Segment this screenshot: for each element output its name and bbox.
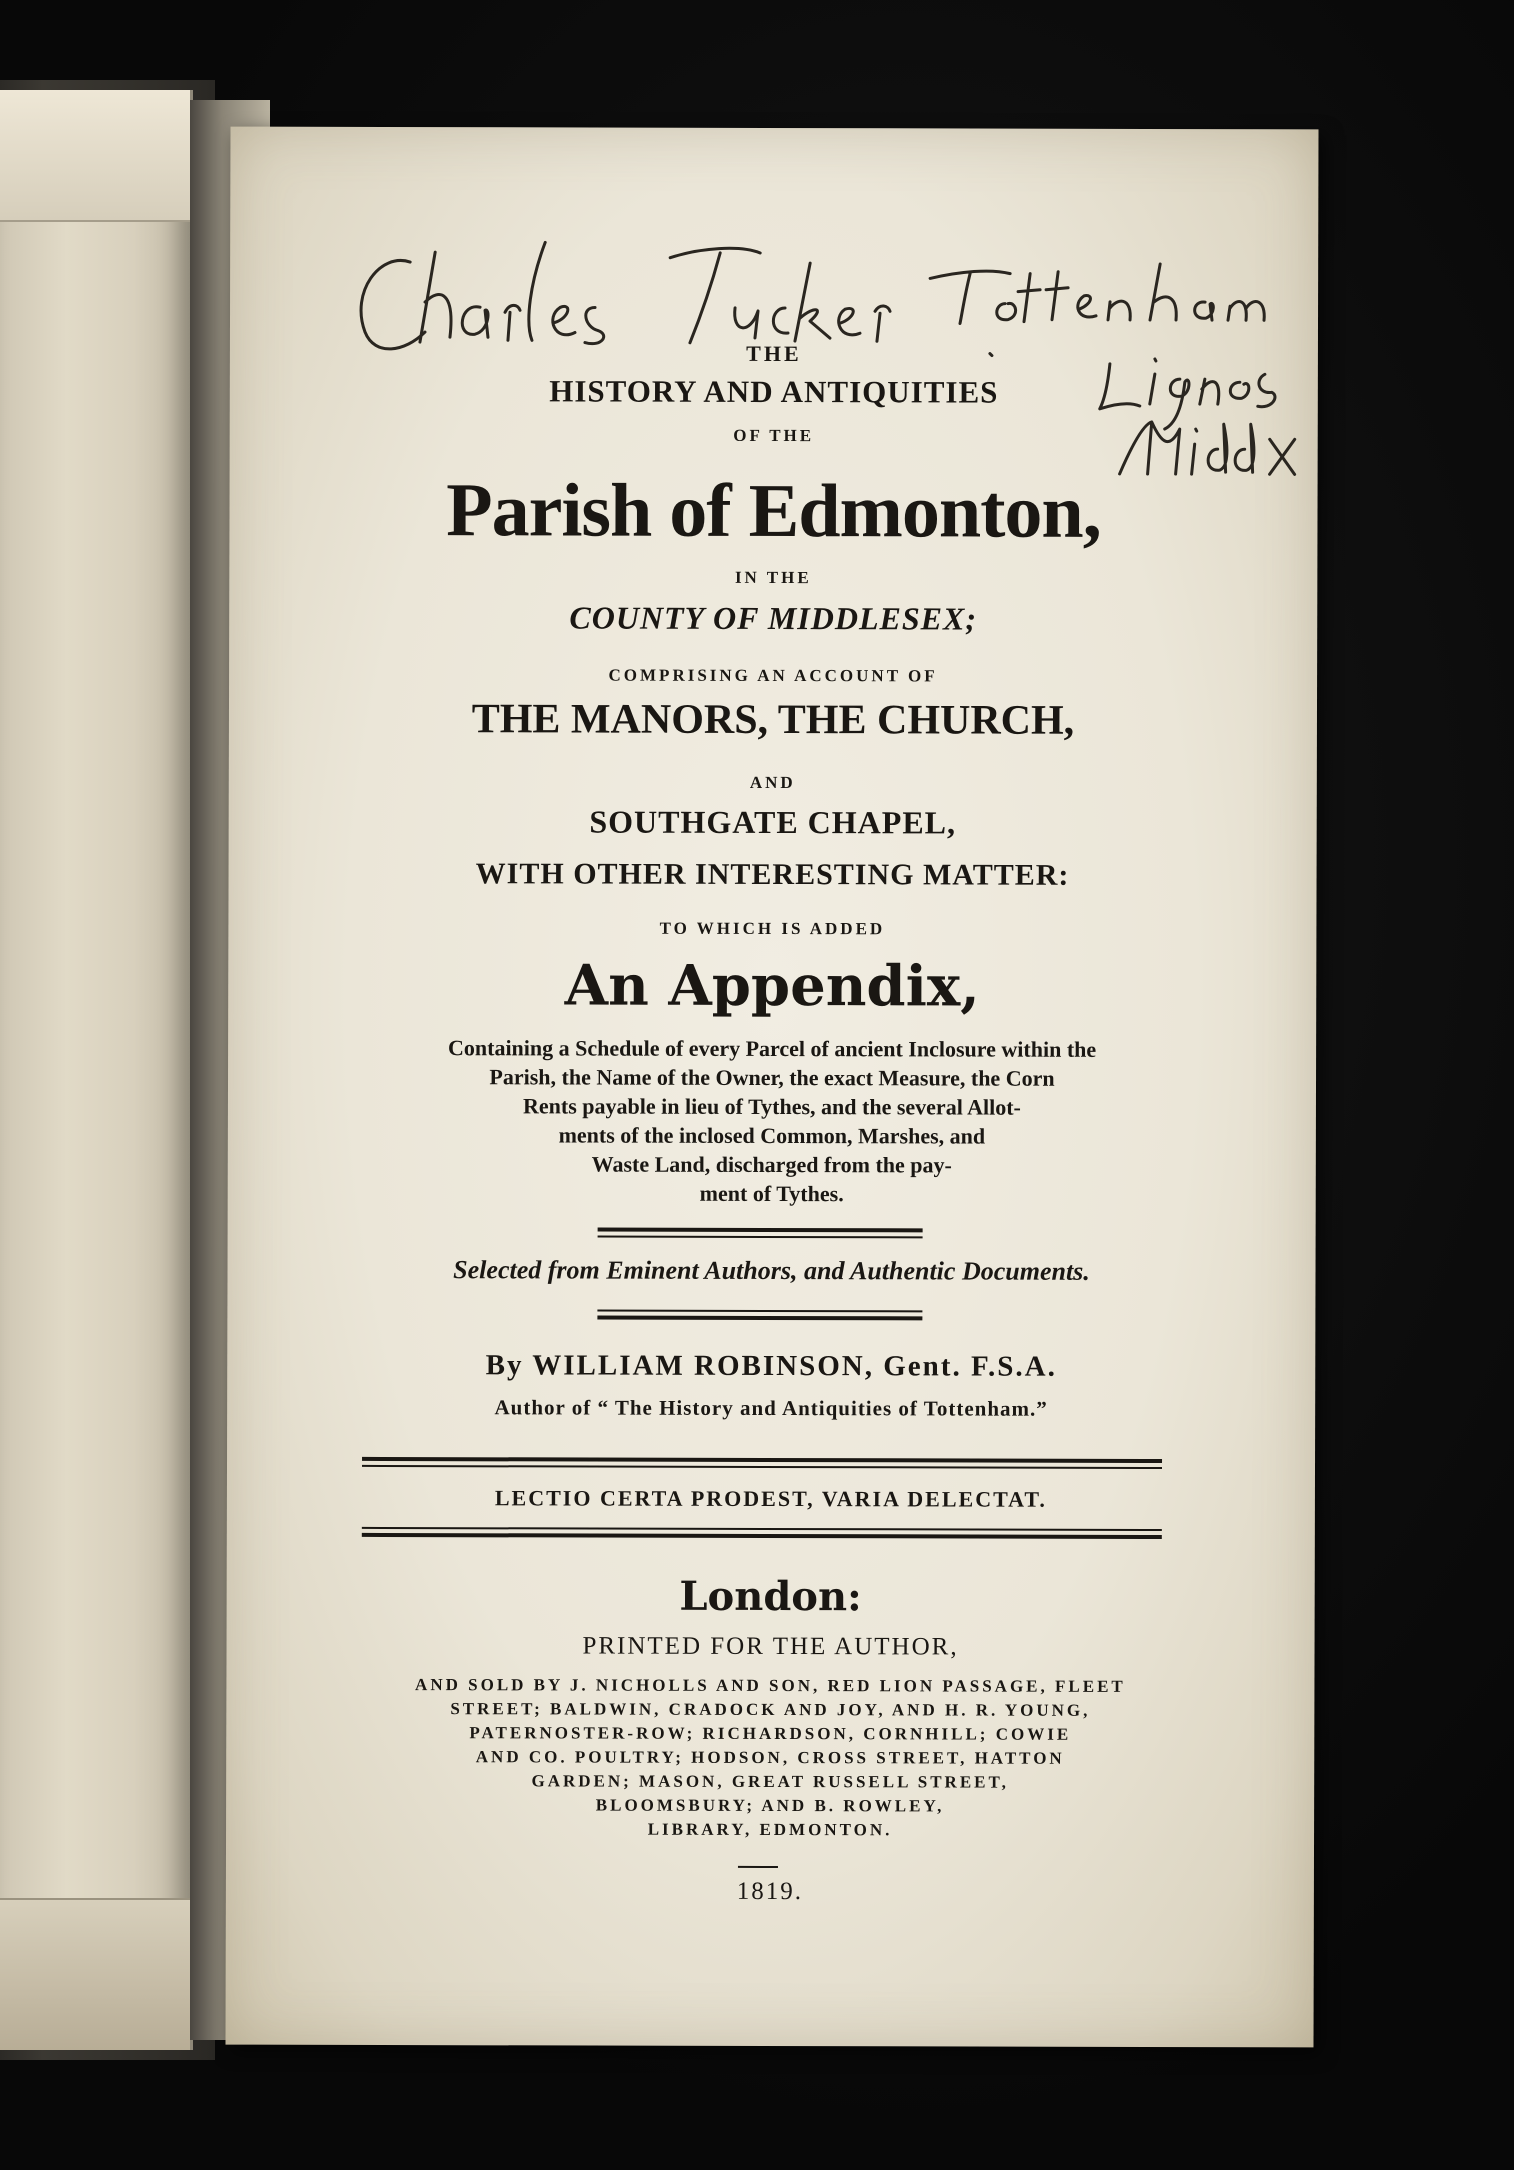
comprising-line: COMPRISING AN ACCOUNT OF [608,665,938,686]
london-heading: London: [679,1572,862,1621]
selected-line: Selected from Eminent Authors, and Authentic Documents. [453,1255,1090,1286]
double-rule-mid-b [597,1316,922,1321]
double-rule-top-b [598,1236,923,1239]
and-line: AND [749,772,796,793]
desc-line-2: Parish, the Name of the Owner, the exact Measure, the Corn [489,1064,1055,1091]
motto-rule-bottom-b [362,1533,1162,1539]
title-of-the: OF THE [733,425,815,446]
desc-line-5: Waste Land, discharged from the pay- [591,1151,952,1178]
county-line: COUNTY OF MIDDLESEX; [569,599,978,637]
title-the: THE [746,340,802,367]
added-line: TO WHICH IS ADDED [659,918,886,939]
flyleaf-spine-page [0,90,193,2050]
title-page [225,127,1318,2048]
other-matter-line: WITH OTHER INTERESTING MATTER: [475,857,1070,892]
title-in-the: IN THE [734,567,812,588]
title-line-history: HISTORY AND ANTIQUITIES [549,373,999,410]
motto-rule-bottom-a [362,1527,1162,1531]
manors-line: THE MANORS, THE CHURCH, [471,696,1075,744]
sold-line-5: GARDEN; MASON, GREAT RUSSELL STREET, [531,1771,1009,1792]
sold-line-7: LIBRARY, EDMONTON. [647,1819,893,1840]
printed-line: PRINTED FOR THE AUTHOR, [582,1632,959,1661]
double-rule-mid-a [597,1310,922,1313]
desc-line-6: ment of Tythes. [699,1180,844,1207]
sold-line-4: AND CO. POULTRY; HODSON, CROSS STREET, HATTON [475,1747,1065,1768]
double-rule-top-a [598,1228,923,1233]
author-line: By WILLIAM ROBINSON, Gent. F.S.A. [485,1349,1057,1383]
year-dash [738,1866,778,1868]
desc-line-3: Rents payable in lieu of Tythes, and the several Allot- [522,1093,1021,1120]
main-title: Parish of Edmonton, [446,468,1101,554]
sold-line-1: AND SOLD BY J. NICHOLLS AND SON, RED LION PASSAGE, FLEET [415,1675,1126,1696]
author-of-line: Author of “ The History and Antiquities of Tottenham.” [494,1395,1048,1421]
desc-line-1: Containing a Schedule of every Parcel of ancient Inclosure within the [447,1035,1097,1062]
chapel-line: SOUTHGATE CHAPEL, [589,803,957,841]
motto-rule-top-a [362,1457,1162,1463]
sold-line-3: PATERNOSTER-ROW; RICHARDSON, CORNHILL; COWIE [469,1723,1072,1744]
desc-line-4: ments of the inclosed Common, Marshes, and [558,1122,986,1149]
sold-line-2: STREET; BALDWIN, CRADOCK AND JOY, AND H. R. YOUNG, [450,1699,1091,1720]
year-line: 1819. [736,1877,804,1906]
appendix-heading: An Appendix, [564,952,980,1020]
sold-line-6: BLOOMSBURY; AND B. ROWLEY, [595,1795,945,1816]
motto-line: LECTIO CERTA PRODEST, VARIA DELECTAT. [494,1485,1047,1512]
motto-rule-top-b [362,1465,1162,1469]
